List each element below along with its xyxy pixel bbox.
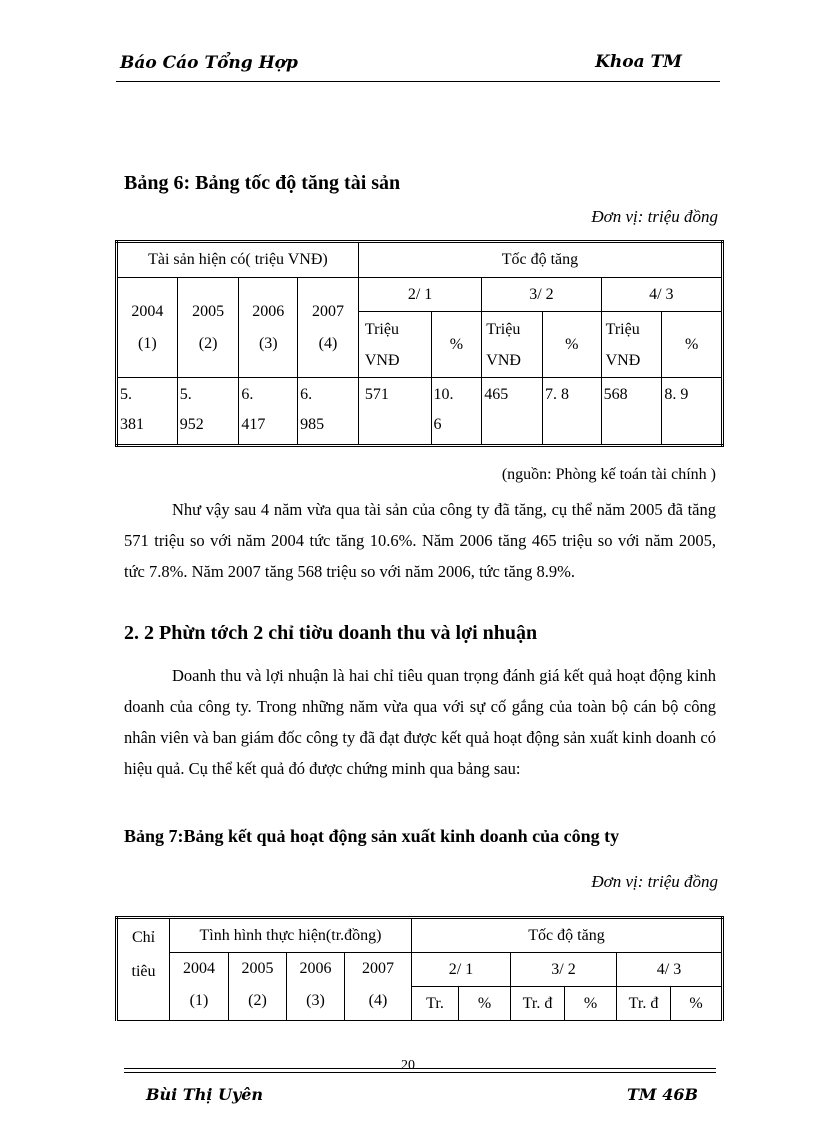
table6-unit: Đơn vị: triệu đồng	[591, 207, 718, 226]
table7-period-3-2: 3/ 2	[511, 953, 617, 987]
table7-title: Bảng 7:Bảng kết quả hoạt động sản xuất kinh doanh của công ty	[124, 826, 620, 846]
table6-period-3-2: 3/ 2	[482, 278, 601, 312]
table7-header-chitieu: Chỉ tiêu	[117, 918, 170, 1021]
table7-header-performance: Tình hình thực hiện(tr.đồng)	[170, 918, 412, 953]
footer-author: Bùi Thị Uyên	[146, 1085, 264, 1104]
header-divider	[116, 81, 720, 82]
section-heading: 2. 2 Phừn tớch 2 chỉ tiờu doanh thu và lợi nhuận	[124, 622, 538, 644]
table7-sub-trd: Tr. đ	[617, 987, 671, 1021]
table6-cell: 8. 9	[662, 378, 723, 446]
table6-title: Bảng 6: Bảng tốc độ tăng tài sản	[124, 172, 401, 194]
table7-period-2-1: 2/ 1	[412, 953, 511, 987]
table6-cell: 10. 6	[431, 378, 482, 446]
table7	[115, 916, 724, 1021]
table7-sub-pct: %	[459, 987, 511, 1021]
table7-year-2004: 2004 (1)	[170, 953, 229, 1021]
table6-header-assets: Tài sản hiện có( triệu VNĐ)	[117, 242, 359, 278]
table6-period-2-1: 2/ 1	[358, 278, 481, 312]
table6-year-2004: 2004 (1)	[117, 278, 178, 378]
paragraph-1: Như vậy sau 4 năm vừa qua tài sản của công ty đã tăng, cụ thể năm 2005 đã tăng 571 triệu so với năm 2004 tức tăng 10.6%. Năm 2006 tăng 465 triệu so với năm 2005, tức 7.8%. Năm 2007 tăng 568 triệu so với năm 2006, tức tăng 8.9%.	[124, 500, 716, 581]
table7-year-2006: 2006 (3)	[287, 953, 345, 1021]
table7-sub-pct: %	[565, 987, 617, 1021]
table6-cell: 5. 952	[177, 378, 239, 446]
table6-cell: 5. 381	[117, 378, 178, 446]
table7-header-growth: Tốc độ tăng	[412, 918, 723, 953]
table6-cell: 571	[358, 378, 431, 446]
table6-cell: 7. 8	[543, 378, 602, 446]
table7-year-2007: 2007 (4)	[345, 953, 412, 1021]
table6-sub-pct: %	[543, 312, 602, 378]
table6-period-4-3: 4/ 3	[601, 278, 722, 312]
table6-sub-trieu-vnd: Triệu VNĐ	[601, 312, 662, 378]
table6	[115, 240, 724, 447]
table7-sub-pct: %	[671, 987, 723, 1021]
table6-cell: 6. 985	[298, 378, 359, 446]
table6-sub-trieu-vnd: Triệu VNĐ	[358, 312, 431, 378]
table7-period-4-3: 4/ 3	[617, 953, 723, 987]
table6-cell: 6. 417	[239, 378, 298, 446]
table6-sub-pct: %	[662, 312, 723, 378]
table6-source: (nguồn: Phòng kế toán tài chính )	[501, 466, 716, 483]
table6-year-2006: 2006 (3)	[239, 278, 298, 378]
header-right-title: Khoa TM	[595, 52, 682, 72]
table6-year-2007: 2007 (4)	[298, 278, 359, 378]
table6-cell: 568	[601, 378, 662, 446]
header-left-title: Báo Cáo Tổng Hợp	[120, 53, 298, 73]
footer-class: TM 46B	[627, 1085, 698, 1104]
paragraph-2: Doanh thu và lợi nhuận là hai chỉ tiêu quan trọng đánh giá kết quả hoạt động kinh doanh của công ty. Trong những năm vừa qua với sự cố gắng của toàn bộ cán bộ công nhân viên và ban giám đốc công ty đã đạt được kết quả hoạt động sản xuất kinh doanh có hiệu quả. Cụ thể kết quả đó được chứng minh qua bảng sau:	[124, 666, 716, 778]
table7-sub-tr: Tr.	[412, 987, 459, 1021]
table6-sub-trieu-vnd: Triệu VNĐ	[482, 312, 543, 378]
table7-year-2005: 2005 (2)	[229, 953, 287, 1021]
table6-year-2005: 2005 (2)	[177, 278, 239, 378]
page-number: 20	[401, 1058, 415, 1073]
table6-header-growth: Tốc độ tăng	[358, 242, 722, 278]
table7-sub-trd: Tr. đ	[511, 987, 565, 1021]
table7-unit: Đơn vị: triệu đồng	[591, 872, 718, 891]
table6-cell: 465	[482, 378, 543, 446]
table6-sub-pct: %	[431, 312, 482, 378]
